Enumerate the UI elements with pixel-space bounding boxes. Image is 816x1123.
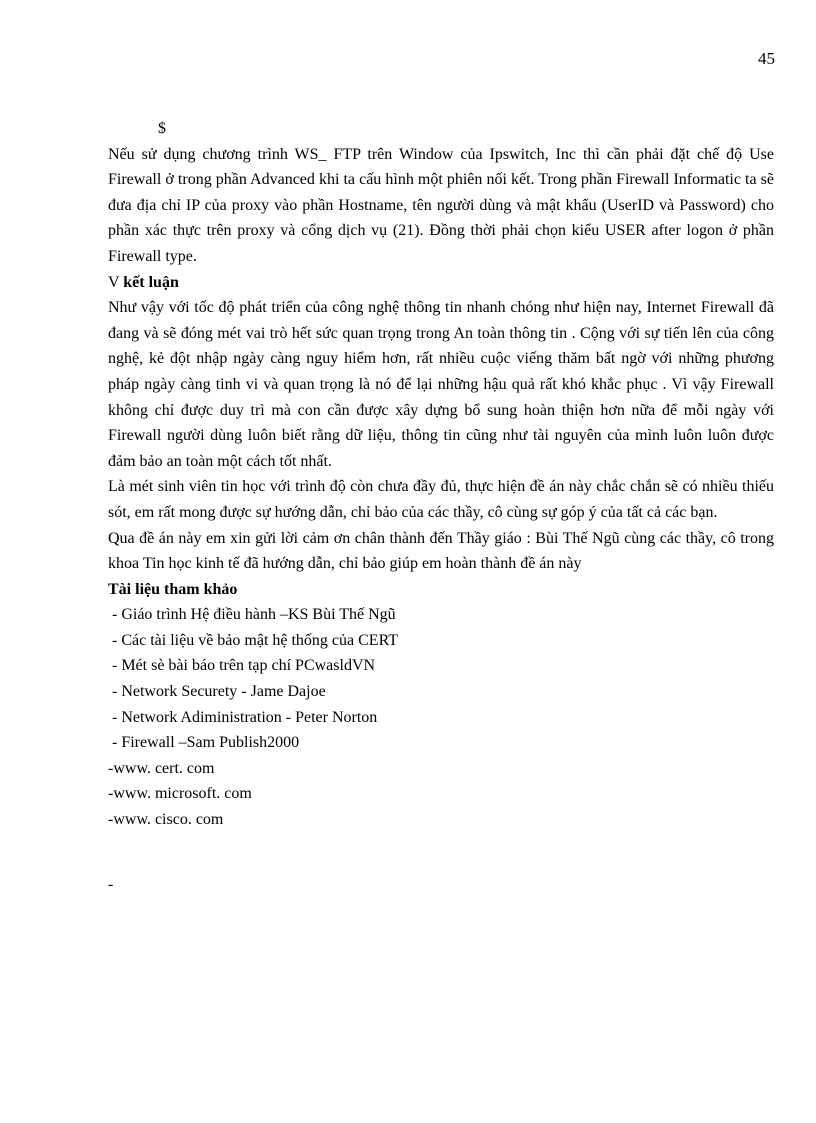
reference-item: - Network Securety - Jame Dajoe xyxy=(112,683,326,701)
page-number: 45 xyxy=(758,49,775,68)
conclusion-heading xyxy=(108,270,774,296)
reference-item: - Firewall –Sam Publish2000 xyxy=(112,734,300,752)
reference-item: - Giáo trình Hệ điều hành –KS Bùi Thế Ngũ xyxy=(112,606,396,624)
conclusion-heading-title: kết luận xyxy=(123,273,179,291)
references-heading: Tài liệu tham khảo xyxy=(108,580,238,598)
website-item: -www. microsoft. com xyxy=(108,785,252,803)
website-item: -www. cert. com xyxy=(108,759,215,777)
conclusion-paragraph: Qua đề án này em xin gửi lời cảm ơn chân thành đến Thầy giáo : Bùi Thế Ngũ cùng các thầy, cô trong khoa Tin học kinh tế đã hướng dẫn, chỉ bảo giúp em hoàn thành đề án này xyxy=(108,529,774,573)
conclusion-paragraph: Là mét sinh viên tin học với trình độ còn chưa đầy đủ, thực hiện đề án này chắc chắn sẽ có nhiều thiếu sót, em rất mong được sự hướng dẫn, chỉ bảo của các thầy, cô cùng sự góp ý của tất cả các bạn. xyxy=(108,478,774,521)
websites-list xyxy=(108,756,774,833)
ftp-paragraph: Nếu sử dụng chương trình WS_ FTP trên Window của Ipswitch, Inc thì cần phải đặt chế độ Use Firewall ở trong phần Advanced khi ta cấu hình một phiên nối kết. Trong phần Firewall Informatic ta sẽ đưa địa chỉ IP của proxy vào phần Hostname, tên người dùng và mật khẩu (UserID và Password) cho phần xác thực trên proxy và cổng dịch vụ (21). Đồng thời phải chọn kiểu USER after logon ở phần Firewall type. xyxy=(108,145,774,265)
reference-item: - Các tài liệu về bảo mật hệ thống của CERT xyxy=(112,631,399,649)
dollar-line: $ xyxy=(158,120,166,137)
website-item: -www. cisco. com xyxy=(108,811,224,829)
references-list xyxy=(108,602,774,756)
trailing-mark: - xyxy=(108,875,114,893)
page-content xyxy=(108,116,774,897)
conclusion-paragraph: Như vậy với tốc độ phát triển của công nghệ thông tin nhanh chóng như hiện nay, Internet Firewall đã đang và sẽ đóng mét vai trò hết sức quan trọng trong An toàn thông tin . Cộng với sự tiến lên của công nghệ, kẻ đột nhập ngày càng nguy hiểm hơn, rất nhiều cuộc viếng thăm bất ngờ với những phương pháp ngày càng tinh vi và quan trọng là nó để lại những hậu quả rất khó khắc phục . Vì vậy Firewall không chỉ được duy trì mà con cần được xây dựng bổ sung hoàn thiện hơn nữa để mỗi ngày với Firewall người dùng luôn biết rằng dữ liệu, thông tin cũng như tài nguyên của mình luôn luôn được đảm bảo an toàn một cách tốt nhất. xyxy=(108,299,774,470)
conclusion-heading-prefix: V xyxy=(108,273,124,291)
reference-item: - Network Adiministration - Peter Norton xyxy=(112,708,378,726)
reference-item: - Mét sè bài báo trên tạp chí PCwasldVN xyxy=(112,657,376,675)
